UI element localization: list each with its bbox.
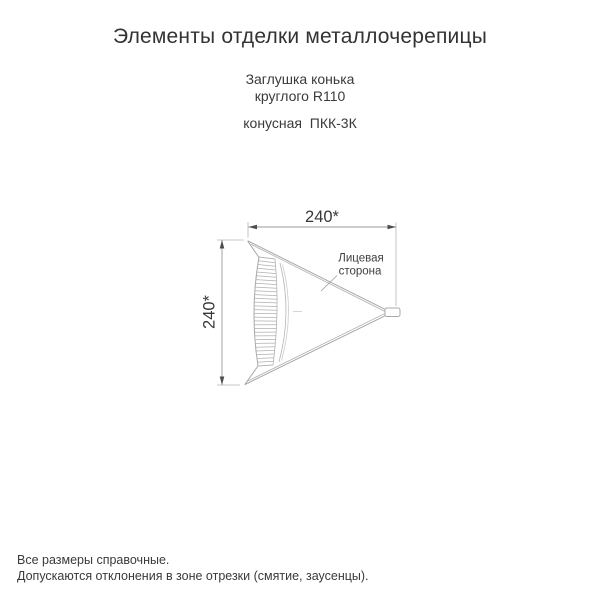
crimp-rib <box>255 287 277 288</box>
crimp-rib <box>256 354 274 355</box>
arrowhead-bottom <box>220 377 225 386</box>
crimp-rib <box>257 268 276 270</box>
part-subtitle-line2: круглого R110 <box>254 87 346 104</box>
face-label-line1: Лицевая <box>338 252 384 265</box>
arrowhead-top <box>220 240 225 249</box>
leader-line <box>321 276 337 292</box>
crimp-ribs <box>254 257 277 366</box>
arrowhead-right <box>388 225 397 230</box>
face-side-callout <box>321 253 384 292</box>
crimp-rib <box>256 276 276 278</box>
crimp-rib <box>257 361 273 362</box>
dimension-height <box>200 240 243 385</box>
cone-tip-cap <box>385 308 400 317</box>
footnotes <box>17 553 369 584</box>
crimp-rib <box>256 347 276 348</box>
crimp-rib <box>255 291 277 292</box>
crimp-rib <box>257 272 277 274</box>
crimp-rib <box>258 261 275 263</box>
part-subtitle-line1: Заглушка конька <box>245 71 355 87</box>
dimension-height-label: 240* <box>200 295 219 329</box>
crimp-rib <box>259 257 275 259</box>
page-title: Элементы отделки металлочерепицы <box>112 25 487 48</box>
product-type-label: конусная ПКК-3К <box>243 115 357 131</box>
crimp-band <box>254 257 302 366</box>
crimp-band-outer-edge <box>254 257 259 366</box>
crimp-rib <box>254 310 277 311</box>
crimp-band-inner-edge <box>273 259 277 365</box>
arrowhead-left <box>249 225 258 230</box>
crimp-rib <box>256 283 277 284</box>
crimp-rib <box>255 295 277 296</box>
dimension-width-label: 240* <box>305 208 339 226</box>
crimp-rib <box>258 365 273 366</box>
crimp-rib <box>254 302 277 303</box>
footnote-line2: Допускаются отклонения в зоне отрезки (смятие, заусенцы). <box>17 568 369 583</box>
crimp-rib <box>254 306 277 307</box>
crimp-rib <box>254 298 277 299</box>
crimp-rib <box>256 280 277 281</box>
crimp-rib <box>258 265 276 267</box>
crimp-rib <box>256 350 275 351</box>
crimp-rib <box>257 358 274 359</box>
footnote-line1: Все размеры справочные. <box>17 553 170 567</box>
face-label-line2: сторона <box>338 265 382 278</box>
